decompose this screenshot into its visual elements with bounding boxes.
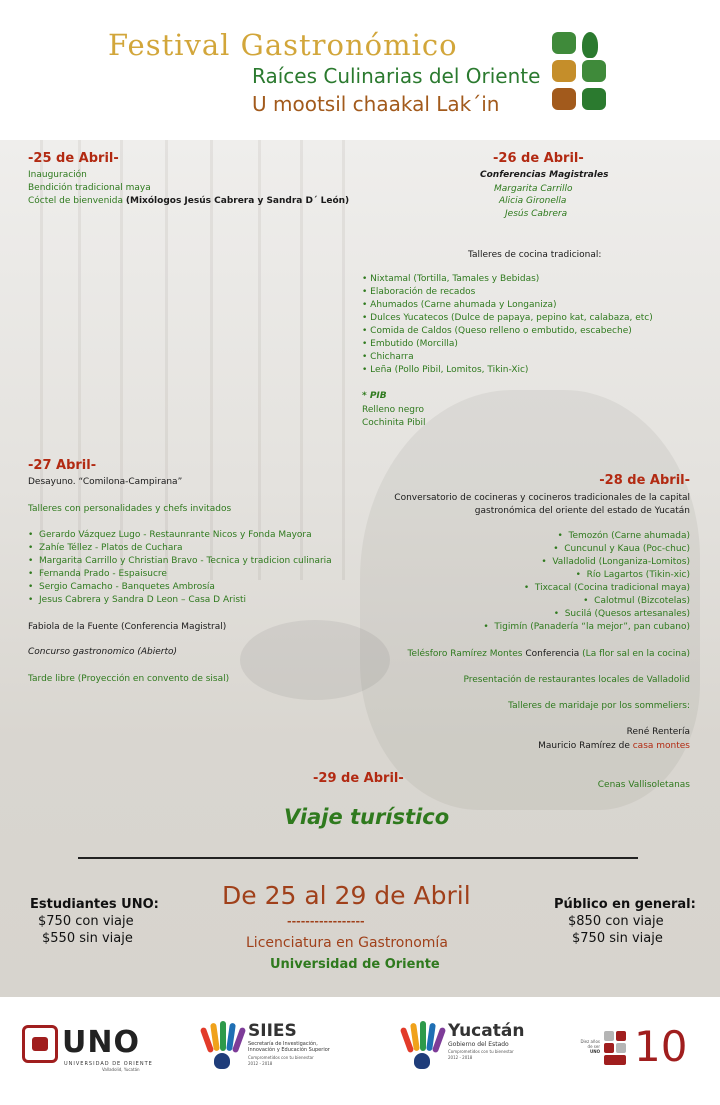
yucatan-line: Gobierno del Estado <box>448 1041 509 1048</box>
public-price-without-trip: $750 sin viaje <box>572 931 663 946</box>
day26-pib-item: Relleno negro <box>362 405 424 415</box>
event-university: Universidad de Oriente <box>270 957 440 972</box>
siies-line: Innovación y Educación Superior <box>248 1047 330 1053</box>
day27-contest: Concurso gastronomico (Abierto) <box>28 647 178 657</box>
yucatan-line: Comprometidos con tu bienestar <box>448 1049 514 1054</box>
day28-heading: -28 de Abril- <box>599 473 690 488</box>
public-price-with-trip: $850 con viaje <box>568 914 664 929</box>
divider-line <box>78 857 638 859</box>
day26-workshop: • Leña (Pollo Pibil, Lomitos, Tikin-Xic) <box>362 365 529 375</box>
day28-talk-word: Conferencia <box>525 649 580 659</box>
day27-chef: • Fernanda Prado - Espaisucre <box>28 569 167 579</box>
festival-title: Festival Gastronómico <box>108 28 458 62</box>
event-separator: ----------------- <box>287 915 365 928</box>
day28-place: • Tixcacal (Cocina tradicional maya) <box>523 583 690 593</box>
day28-talk-title: (La flor sal en la cocina) <box>582 649 690 659</box>
mayan-glyphs-icon <box>552 32 610 114</box>
day26-speaker: Margarita Carrillo <box>494 184 573 194</box>
public-title: Público en general: <box>554 897 696 912</box>
day26-conferences-title: Conferencias Magistrales <box>480 170 609 180</box>
yucatan-years: 2012 - 2018 <box>448 1055 473 1060</box>
uno-location: Valladolid, Yucatán <box>102 1067 140 1072</box>
ten-years-emblem-icon <box>604 1031 630 1067</box>
day26-heading: -26 de Abril- <box>493 151 584 166</box>
uno-wordmark: UNO <box>62 1025 140 1060</box>
day25-heading: -25 de Abril- <box>28 151 119 166</box>
day25-cocktail-label: Cóctel de bienvenida <box>28 196 124 206</box>
day28-dinner: Cenas Vallisoletanas <box>597 780 690 790</box>
day25-cocktail <box>28 195 349 208</box>
festival-mayan-subtitle: U mootsil chaakal Lak´in <box>252 92 500 116</box>
day28-conversatorio: gastronómica del oriente del estado de Yucatán <box>474 506 690 516</box>
day25-mixologists: (Mixólogos Jesús Cabrera y Sandra D´ León) <box>125 196 350 206</box>
event-program: Licenciatura en Gastronomía <box>246 935 448 951</box>
day28-restaurants: Presentación de restaurantes locales de Valladolid <box>463 675 690 685</box>
day26-workshop: • Elaboración de recados <box>362 287 476 297</box>
day28-pairing-title: Talleres de maridaje por los sommeliers: <box>508 701 690 711</box>
siies-logo <box>200 1019 350 1079</box>
siies-line: Secretaría de Investigación, <box>248 1041 318 1047</box>
yucatan-logo <box>400 1019 530 1079</box>
day26-workshop: • Ahumados (Carne ahumada y Longaniza) <box>362 300 557 310</box>
day28-place: • Valladolid (Longaniza-Lomitos) <box>541 557 690 567</box>
day26-workshop: • Dulces Yucatecos (Dulce de papaya, pepino kat, calabaza, etc) <box>362 313 653 323</box>
uno-subtitle: UNIVERSIDAD DE ORIENTE <box>64 1061 153 1067</box>
day28-place: • Calotmul (Bizcotelas) <box>583 596 690 606</box>
day28-place: • Tigimín (Panadería “la mejor”, pan cubano) <box>483 622 690 632</box>
day28-sommelier-place: casa montes <box>632 741 690 751</box>
day25-item: Inauguración <box>28 170 87 180</box>
day26-speaker: Alicia Gironella <box>499 196 567 206</box>
day26-workshop: • Chicharra <box>362 352 414 362</box>
day28-place: • Río Lagartos (Tikin-xic) <box>575 570 690 580</box>
day26-workshop: • Nixtamal (Tortilla, Tamales y Bebidas) <box>362 274 540 284</box>
day28-sommelier: René Rentería <box>626 727 690 737</box>
day28-place: • Temozón (Carne ahumada) <box>557 531 690 541</box>
day27-chef: • Sergio Camacho - Banquetes Ambrosía <box>28 582 215 592</box>
day27-chef: • Jesus Cabrera y Sandra D Leon – Casa D Aristi <box>28 595 247 605</box>
day27-heading: -27 Abril- <box>28 458 97 473</box>
siies-line: Comprometidos con tu bienestar <box>248 1055 314 1060</box>
festival-subtitle: Raíces Culinarias del Oriente <box>252 64 541 88</box>
yucatan-emblem-icon <box>400 1019 442 1075</box>
day28-place: • Cuncunul y Kaua (Poc-chuc) <box>553 544 690 554</box>
siies-emblem-icon <box>200 1019 242 1075</box>
day29-trip: Viaje turístico <box>284 805 450 829</box>
cooking-pot <box>240 620 390 700</box>
event-dates: De 25 al 29 de Abril <box>222 881 471 910</box>
day27-chef: • Zahíe Téllez - Platos de Cuchara <box>28 543 183 553</box>
siies-years: 2012 - 2018 <box>248 1061 273 1066</box>
students-title: Estudiantes UNO: <box>30 897 159 912</box>
poster-header <box>0 0 720 140</box>
uno-logo <box>22 1025 152 1075</box>
day27-chefs-title: Talleres con personalidades y chefs invitados <box>28 504 232 514</box>
students-price-without-trip: $550 sin viaje <box>42 931 133 946</box>
day27-breakfast: Desayuno. “Comilona-Campirana” <box>28 477 183 487</box>
day25-item: Bendición tradicional maya <box>28 183 151 193</box>
day27-keynote: Fabiola de la Fuente (Conferencia Magistral) <box>28 622 227 632</box>
students-price-with-trip: $750 con viaje <box>38 914 134 929</box>
ten-years-logo <box>578 1022 698 1075</box>
siies-wordmark: SIIES <box>248 1021 297 1041</box>
ten-years-number: 10 <box>634 1022 688 1071</box>
day26-speaker: Jesús Cabrera <box>505 209 568 219</box>
day27-chef: • Margarita Carrillo y Christian Bravo - Tecnica y tradicion culinaria <box>28 556 332 566</box>
day28-place: • Sucilá (Quesos artesanales) <box>553 609 690 619</box>
ten-years-caption: Diez años de ser UNO <box>580 1039 600 1054</box>
day27-chef: • Gerardo Vázquez Lugo - Restaunrante Nicos y Fonda Mayora <box>28 530 312 540</box>
day27-afternoon: Tarde libre (Proyección en convento de sisal) <box>28 674 230 684</box>
day26-workshops-title: Talleres de cocina tradicional: <box>468 250 602 260</box>
day28-talk-speaker: Telésforo Ramírez Montes <box>407 649 523 659</box>
day26-pib-item: Cochinita Pibil <box>362 418 426 428</box>
sponsor-logos <box>0 997 720 1105</box>
uno-emblem-icon <box>22 1025 58 1063</box>
day28-conversatorio: Conversatorio de cocineras y cocineros tradicionales de la capital <box>394 493 690 503</box>
day26-workshop: • Embutido (Morcilla) <box>362 339 458 349</box>
day28-sommelier: Mauricio Ramírez de casa montes <box>538 741 690 751</box>
yucatan-wordmark: Yucatán <box>448 1021 525 1041</box>
day28-talk <box>408 648 690 661</box>
day29-heading: -29 de Abril- <box>313 771 404 786</box>
day26-workshop: • Comida de Caldos (Queso relleno o embutido, escabeche) <box>362 326 632 336</box>
day26-pib-title: * PIB <box>362 391 387 401</box>
